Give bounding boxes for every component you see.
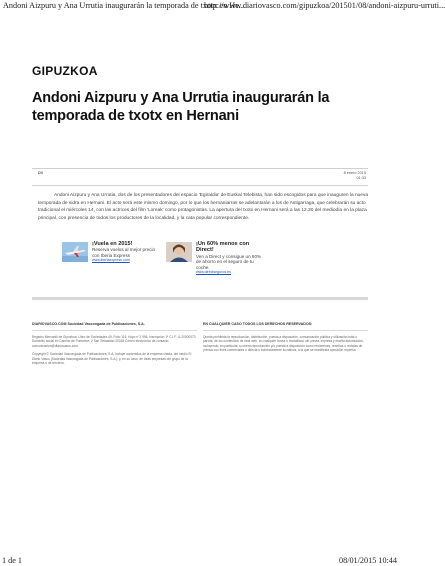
- print-header-title: Andoni Aizpuru y Ana Urrutia inaugurarán la temporada de txotx en He...: [3, 1, 245, 10]
- divider: [203, 330, 368, 331]
- footer-rights-text: Queda prohibida la reproducción, distribución, puesta a disposición, comunicación pública y utilización total o parcial, de los contenidos de esta web, en cualquier forma o modalidad, sin previa, expresa y escrita autorización, incluyendo, en particular, su mera reproducción y/o puesta a disposición como resúmenes, reseñas o revistas de prensa con fines comerciales o directa o indirectamente lucrativos, a la que se manifiesta oposición expresa.: [203, 335, 364, 353]
- divider: [32, 330, 197, 331]
- footer-company-heading: DIARIOVASCO.COM Sociedad Vascongada de Publicaciones, S.A.: [32, 322, 145, 326]
- print-footer: [0, 556, 400, 566]
- ad-title[interactable]: ¡Un 60% menos con Direct!: [196, 241, 250, 254]
- ad-link[interactable]: www.iberiaexpress.com: [92, 258, 130, 263]
- ad-description: Reserva vuelos al mejor precio con Iberia Express: [92, 247, 156, 258]
- article-headline: Andoni Aizpuru y Ana Urrutia inaugurarán la temporada de txotx en Hernani: [32, 90, 330, 124]
- divider: [32, 168, 368, 169]
- footer-copyright-text: Copyright © Sociedad Vascongada de Publicaciones, S.A. Incluye contenidos de la empresa citada, del medio El Diario Vasco (Sociedad Vascongada de Publicaciones, S.A.), y, en su caso, de otras empresas del grupo de la empresa o de terceros.: [32, 352, 192, 366]
- ad-text: [92, 241, 162, 263]
- footer-company-info: [32, 322, 197, 369]
- section-label[interactable]: GIPUZKOA: [32, 64, 98, 78]
- ad-description: Ven a Direct y consigue un 60% de ahorro en el seguro de tu coche.: [196, 253, 262, 270]
- ad-direct-seguros[interactable]: [166, 241, 266, 275]
- divider: [32, 185, 368, 186]
- print-page-number: 1 de 1: [2, 556, 23, 565]
- footer-rights-info: [203, 322, 368, 357]
- footer-divider: [32, 297, 368, 300]
- print-header-url: http://www.diariovasco.com/gipuzkoa/201501/08/andoni-aizpuru-urruti...: [204, 1, 445, 10]
- article-date-block: [344, 171, 366, 181]
- article-byline: DV: [38, 171, 44, 175]
- footer-rights-heading: EN CUALQUIER CASO TODOS LOS DERECHOS RESERVADOS:: [203, 322, 313, 326]
- print-datetime: 08/01/2015 10:44: [339, 556, 397, 565]
- footer-registry-text: Registro Mercantil de Gipuzkoa, Libro de Sociedades 49, Folio 116, Hoja nº 2.906, Inscripción 1ª C.I.F.: A-20000573 Domicilio social en Camino de Portuetxe, 2 San Sebastián 20018 Correo electrónico de contacto comunicacion@diariovasco.com: [32, 335, 196, 348]
- article-body: Andoni Aizpuru y Ana Urrutia, dos de los presentadores del espacio 'Egiraldia' de Euskal Telebista, han sido escogidos para que inauguren la nueva temporada de sidra en Hernani. El acto será este mismo domingo, por lo que los hernaniarras se adelantarán a los de Astigarraga, que celebrarán su acto tradicional el miércoles 14, con las actrices del film 'Loreak' como protagonistas. La apertura del txotx en Hernani será a las 12.30 del mediodía en la plaza principal, con presencia de todos los productores de la localidad, y la cata popular correspondiente.: [38, 193, 369, 221]
- ad-text: [196, 241, 266, 275]
- ad-link[interactable]: www.directseguros.es: [196, 270, 231, 275]
- ad-title[interactable]: ¡Vuela en 2015!: [92, 241, 133, 247]
- print-header: [0, 0, 445, 12]
- ad-iberia-express[interactable]: [62, 241, 162, 271]
- woman-photo-icon: [166, 242, 192, 262]
- article-date: 8 enero 2015: [343, 171, 366, 175]
- airplane-photo-icon: [62, 242, 88, 262]
- article-time: 01:33: [356, 176, 366, 180]
